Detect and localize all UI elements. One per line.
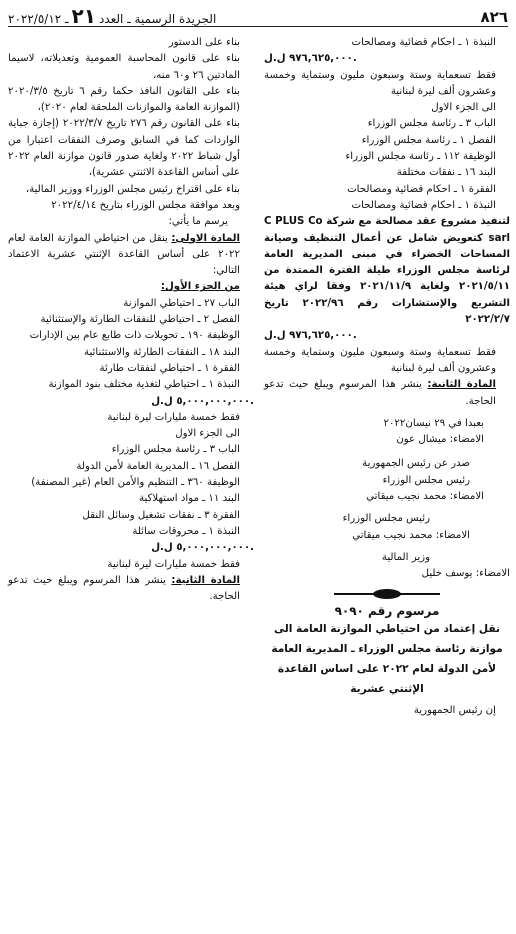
line: الفقرة ١ ـ احكام قضائية ومصالحات — [347, 183, 496, 195]
line: فقط خمسة مليارات ليرة لبنانية — [107, 411, 240, 423]
amount: ٥,٠٠٠,٠٠٠,٠٠٠ ل.ل. — [151, 542, 254, 554]
line: الفصل ١٦ ـ المديرية العامة لأمن الدولة — [76, 460, 240, 472]
line: الباب ٢٧ ـ احتياطي الموازنة — [123, 297, 240, 309]
signature: الامضاء: يوسف خليل — [421, 568, 510, 580]
article-text: ينشر هذا المرسوم ويبلغ حيث تدعو الحاجة. — [8, 574, 240, 603]
line: وزير المالية — [381, 551, 430, 563]
line: الباب ٣ ـ رئاسة مجلس الوزراء — [367, 118, 496, 130]
line: الى الجزء الاول — [431, 102, 496, 114]
paragraph: بناء على الدستور — [168, 37, 240, 48]
line: الوظيفة ١٩٠ ـ تحويلات ذات طابع عام بين الإدارات — [29, 330, 240, 342]
amount: ٩٧٦,٦٢٥,٠٠٠ ل.ل. — [264, 330, 357, 342]
signature: الامضاء: محمد نجيب ميقاتي — [366, 491, 484, 503]
right-column — [264, 35, 510, 719]
article-label: المادة الاولى: — [171, 232, 240, 244]
line: البند ١٨ ـ النفقات الطارئة والاستثنائية — [84, 346, 240, 358]
article-label: المادة الثانية: — [427, 379, 496, 391]
gazette-name: الجريدة الرسمية ـ العدد — [98, 12, 217, 26]
masthead — [8, 4, 217, 28]
line: الفصل ١ ـ رئاسة مجلس الوزراء — [361, 134, 496, 146]
article-text: ينشر هذا المرسوم ويبلغ حيث تدعو الحاجة. — [264, 379, 496, 407]
decree-number: مرسوم رقم ٩٠٩٠ — [334, 603, 440, 618]
line: الوظيفة ٣٦٠ ـ التنظيم والأمن العام (غير المصنفة) — [31, 477, 240, 489]
article-label: المادة الثانية: — [171, 574, 240, 586]
article-two — [264, 377, 510, 410]
page-header — [8, 0, 508, 27]
signature: الامضاء: ميشال عون — [396, 434, 484, 446]
line: رئيس مجلس الوزراء — [382, 474, 470, 486]
page-number: ٨٢٦ — [480, 8, 508, 26]
line: الباب ٣ ـ رئاسة مجلس الوزراء — [111, 444, 240, 456]
line: رئيس مجلس الوزراء — [342, 513, 430, 525]
line: النبذة ١ ـ محروقات سائلة — [132, 525, 240, 537]
line: إن رئيس الجمهورية — [413, 704, 496, 716]
line: الوظيفة ١١٢ ـ رئاسة مجلس الوزراء — [345, 151, 496, 163]
line: فقط خمسة مليارات ليرة لبنانية — [107, 558, 240, 570]
date-line: بعبدا في ٢٩ نيسان٢٠٢٢ — [383, 417, 484, 429]
line: النبذة ١ ـ احتياطي لتغذية مختلف بنود الموازنة — [48, 379, 240, 391]
line: النبذة ١ ـ احكام قضائية ومصالحات — [351, 199, 496, 211]
signature: الامضاء: محمد نجيب ميقاتي — [352, 529, 470, 541]
paragraph: يرسم ما يأتي: — [168, 216, 228, 228]
left-column — [8, 35, 254, 719]
line: البند ١١ ـ مواد استهلاكية — [138, 493, 240, 505]
paragraph: فقط تسعماية وستة وسبعون مليون وستماية وخمسة وعشرون ألف ليرة لبنانية — [264, 346, 496, 374]
decree-title: نقل إعتماد من احتياطي الموازنة العامة الى موازنة رئاسة مجلس الوزراء ـ المديرية العامة لأمن الدولة لعام ٢٠٢٢ على اساس القاعدة الإثنتي عشرية — [271, 622, 503, 695]
paragraph: بناء على القانون النافذ حكما رقم ٦ تاريخ ٢٠٢٠/٣/٥ (الموازنة العامة والموازنات الملحقة لعام ٢٠٢٠)، — [8, 85, 241, 114]
line: الفصل ٢ ـ احتياطي للنفقات الطارئة والإستثنائية — [40, 314, 240, 326]
part-heading: من الجزء الأول: — [160, 281, 240, 293]
purpose-paragraph: لتنفيذ مشروع عقد مصالحة مع شركة C PLUS Co sarl كتعويض شامل عن أعمال التنظيف وصيانة المساحات الخضراء في مبنى المديرية العامة لرئاسة مجلس الوزراء طيلة الفترة الممتدة من ٢٠٢١/٥/١١ ولغاية ٢٠٢١/١١/٩ وفقا لراي هيئة التشريع والإستشارات رقم ٢٠٢٢/٩٦ تاريخ ٢٠٢٢/٢/٧ — [264, 216, 510, 326]
line: الى الجزء الاول — [175, 428, 240, 440]
amount: ٩٧٦,٦٢٥,٠٠٠ ل.ل. — [264, 53, 357, 65]
paragraph: فقط تسعماية وستة وسبعون مليون وستماية وخمسة وعشرون ألف ليرة لبنانية — [264, 69, 496, 97]
line: الفقرة ٣ ـ نفقات تشغيل وسائل النقل — [82, 509, 240, 521]
article-text: ينقل من احتياطي الموازنة العامة لعام ٢٠٢٢ على أساس القاعدة الإثنتي عشرية الاعتماد التالي: — [8, 232, 240, 277]
paragraph: بناء على قانون المحاسبة العمومية وتعديلاته، لاسيما المادتين ٢٦ و٦٠ منه، — [8, 53, 240, 81]
line: صدر عن رئيس الجمهورية — [362, 458, 470, 470]
amount: ٥,٠٠٠,٠٠٠,٠٠٠ ل.ل. — [151, 395, 254, 407]
article-two — [8, 573, 254, 606]
issue-date: ـ ٢٠٢٢/٥/١٢ — [8, 12, 69, 26]
line: النبذة ١ ـ احكام قضائية ومصالحات — [351, 37, 496, 48]
two-columns — [6, 35, 510, 719]
line: البند ١٦ ـ نفقات مختلفة — [396, 167, 496, 179]
article-one — [8, 231, 254, 280]
issue-number: ٢١ — [71, 4, 96, 28]
paragraph: وبعد موافقة مجلس الوزراء بتاريخ ٢٠٢٢/٤/١٤ — [51, 199, 240, 211]
section-divider — [264, 589, 510, 599]
line: الفقرة ١ ـ احتياطي لنفقات طارئة — [99, 362, 240, 374]
paragraph: بناء على القانون رقم ٢٧٦ تاريخ ٢٠٢٢/٣/٧ (إجازة جباية الواردات كما في السابق وصرف النفقات اعتبارا من أول شباط ٢٠٢٢ ولغاية صدور قانون موازنة العام ٢٠٢٢ على أساس القاعدة الاثنتي عشرية)، — [8, 118, 241, 179]
paragraph: بناء على اقتراح رئيس مجلس الوزراء ووزير المالية، — [25, 183, 240, 195]
